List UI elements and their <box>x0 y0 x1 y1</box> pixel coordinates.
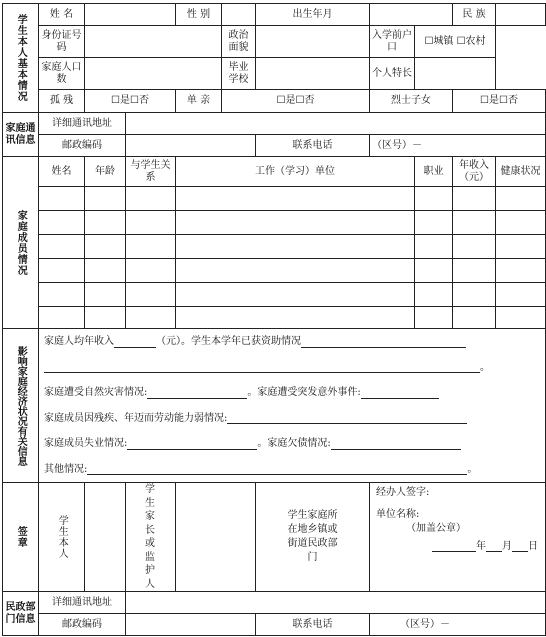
birth-field[interactable] <box>370 4 453 26</box>
form-table <box>2 3 546 636</box>
contact-postcode-field[interactable] <box>126 135 256 157</box>
unemployment-blank[interactable] <box>127 439 257 450</box>
contact-phone-label: 联系电话 <box>256 135 370 157</box>
ethnicity-field[interactable] <box>496 4 546 26</box>
martyr-label: 烈士子女 <box>370 90 453 113</box>
member-row <box>3 235 546 259</box>
emergency-blank[interactable] <box>361 388 439 399</box>
member-header-age: 年龄 <box>85 157 126 187</box>
orphan-options[interactable]: ☐是☐否 <box>85 90 176 113</box>
single-parent-options[interactable]: ☐是☐否 <box>222 90 370 113</box>
political-label: 政治面貌 <box>222 26 256 58</box>
members-section-label: 家庭成员情况 <box>3 157 39 329</box>
debt-blank[interactable] <box>331 439 461 450</box>
month-blank[interactable] <box>486 541 502 552</box>
basic-section-label: 学生本人基本情况 <box>3 4 39 113</box>
civil-dept-label: 学生家庭所在地乡镇或街道民政部门 <box>256 483 370 592</box>
contact-address-field[interactable] <box>126 113 546 135</box>
school-label: 毕业学校 <box>222 58 256 90</box>
hukou-options[interactable]: ☐城镇 ☐农村 <box>415 26 496 58</box>
member-header-occupation: 职业 <box>415 157 453 187</box>
application-form <box>2 3 541 636</box>
income-blank[interactable] <box>114 337 156 348</box>
member-row <box>3 259 546 283</box>
civil-phone-label: 联系电话 <box>256 614 370 636</box>
member-header-health: 健康状况 <box>496 157 546 187</box>
political-field[interactable] <box>256 26 370 58</box>
civil-section-label: 民政部门信息 <box>3 592 39 636</box>
member-row <box>3 283 546 307</box>
family-size-field[interactable] <box>85 58 222 90</box>
economic-info-block <box>39 329 546 483</box>
disability-line: 家庭成员因残疾、年迈而劳动能力弱情况: <box>41 406 543 432</box>
specialty-label: 个人特长 <box>370 58 415 90</box>
date-line: 年 月 日 <box>432 541 543 553</box>
income-line: 家庭人均年收入 （元）。学生本学年已获资助情况 <box>41 329 543 355</box>
aid-blank[interactable] <box>301 337 466 348</box>
civil-postcode-field[interactable] <box>126 614 256 636</box>
other-line: 其他情况: 。 <box>44 463 478 475</box>
disability-blank[interactable] <box>227 413 467 424</box>
birth-label: 出生年月 <box>256 4 370 26</box>
single-parent-label: 单 亲 <box>176 90 222 113</box>
member-row <box>3 187 546 211</box>
year-blank[interactable] <box>432 541 476 552</box>
disaster-line: 家庭遭受自然灾害情况: 。家庭遭受突发意外事件: <box>41 380 543 406</box>
specialty-field[interactable] <box>415 58 496 90</box>
school-field[interactable] <box>256 58 370 90</box>
day-blank[interactable] <box>512 541 528 552</box>
member-header-name: 姓名 <box>39 157 85 187</box>
civil-dept-signature-block <box>370 483 546 592</box>
member-header-relation: 与学生关系 <box>126 157 176 187</box>
signature-section-label: 签章 <box>3 483 39 592</box>
family-size-label: 家庭人口数 <box>39 58 85 90</box>
aid-continuation-line: 。 <box>41 355 543 381</box>
student-label: 学生本人 <box>39 483 85 592</box>
unit-name-label: 单位名称: <box>376 508 420 520</box>
ethnicity-label: 民 族 <box>453 4 496 26</box>
martyr-options[interactable]: ☐是☐否 <box>453 90 546 113</box>
civil-address-field[interactable] <box>126 592 546 614</box>
hukou-label: 入学前户口 <box>370 26 415 58</box>
name-label: 姓 名 <box>39 4 85 26</box>
handler-signature-label: 经办人签字: <box>376 487 430 498</box>
member-row <box>3 307 546 329</box>
guardian-signature-field[interactable] <box>176 483 256 592</box>
id-number-field[interactable] <box>85 26 222 58</box>
unemployment-line: 家庭成员失业情况: 。家庭欠债情况: <box>41 431 543 457</box>
student-signature-field[interactable] <box>85 483 126 592</box>
contact-section-label: 家庭通讯信息 <box>3 113 39 157</box>
id-number-label: 身份证号码 <box>39 26 85 58</box>
guardian-label: 学生家长或监护人 <box>126 483 176 592</box>
contact-area-code[interactable]: （区号）－ <box>370 135 546 157</box>
other-blank[interactable] <box>87 464 467 475</box>
member-header-employer: 工作（学习）单位 <box>176 157 415 187</box>
civil-area-code[interactable]: （区号）－ <box>370 614 546 636</box>
gender-label: 性 别 <box>176 4 222 26</box>
disaster-blank[interactable] <box>147 388 247 399</box>
member-row <box>3 211 546 235</box>
member-header-income: 年收入（元） <box>453 157 496 187</box>
orphan-label: 孤 残 <box>39 90 85 113</box>
seal-note: （加盖公章） <box>406 523 466 534</box>
civil-address-label: 详细通讯地址 <box>39 592 126 614</box>
gender-field[interactable] <box>222 4 256 26</box>
name-field[interactable] <box>85 4 176 26</box>
economic-section-label: 影响家庭经济状况有关信息 <box>3 329 39 483</box>
civil-postcode-label: 邮政编码 <box>39 614 126 636</box>
contact-address-label: 详细通讯地址 <box>39 113 126 135</box>
contact-postcode-label: 邮政编码 <box>39 135 126 157</box>
